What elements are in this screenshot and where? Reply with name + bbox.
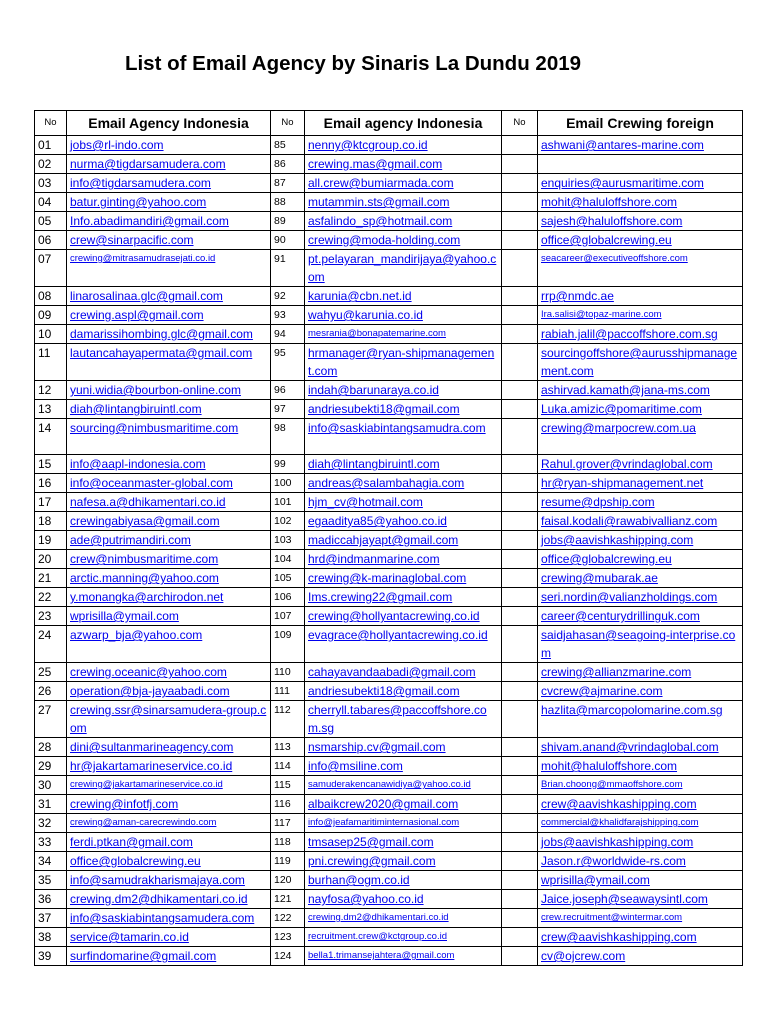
email-crewing-foreign-cell[interactable]: ashirvad.kamath@jana-ms.com — [538, 381, 743, 400]
row-number-2: 121 — [271, 890, 305, 909]
row-number-3 — [502, 588, 538, 607]
email-agency-indonesia-cell[interactable]: crewing@aman-carecrewindo.com — [67, 814, 271, 833]
email-agency-indonesia-cell[interactable]: jobs@rl-indo.com — [67, 136, 271, 155]
row-number-2: 85 — [271, 136, 305, 155]
table-row — [35, 947, 743, 966]
email-agency-indonesia-2-cell[interactable]: hrmanager@ryan-shipmanagement.com — [305, 344, 502, 381]
table-row — [35, 381, 743, 400]
table-row — [35, 493, 743, 512]
email-agency-indonesia-2-cell[interactable]: nsmarship.cv@gmail.com — [305, 738, 502, 757]
row-number-2: 91 — [271, 250, 305, 287]
email-agency-indonesia-cell[interactable]: linarosalinaa.glc@gmail.com — [67, 287, 271, 306]
email-agency-indonesia-2-cell[interactable]: Ims.crewing22@gmail.com — [305, 588, 502, 607]
email-agency-indonesia-cell[interactable]: sourcing@nimbusmaritime.com — [67, 419, 271, 455]
row-number-1: 13 — [35, 400, 67, 419]
table-row — [35, 212, 743, 231]
email-agency-indonesia-2-cell[interactable]: cherryll.tabares@paccoffshore.com.sg — [305, 701, 502, 738]
table-row — [35, 325, 743, 344]
row-number-2: 100 — [271, 474, 305, 493]
email-agency-indonesia-2-cell[interactable]: info@msiline.com — [305, 757, 502, 776]
email-agency-indonesia-2-cell[interactable]: crewing.mas@gmail.com — [305, 155, 502, 174]
email-agency-table — [34, 110, 743, 966]
row-number-3 — [502, 833, 538, 852]
row-number-1: 30 — [35, 776, 67, 795]
email-agency-indonesia-cell[interactable]: crewing.oceanic@yahoo.com — [67, 663, 271, 682]
row-number-2: 113 — [271, 738, 305, 757]
email-crewing-foreign-cell[interactable]: faisal.kodali@rawabivallianz.com — [538, 512, 743, 531]
email-agency-indonesia-cell[interactable]: yuni.widia@bourbon-online.com — [67, 381, 271, 400]
row-number-2: 101 — [271, 493, 305, 512]
table-row — [35, 795, 743, 814]
table-row — [35, 155, 743, 174]
email-agency-indonesia-2-cell[interactable]: albaikcrew2020@gmail.com — [305, 795, 502, 814]
email-agency-indonesia-cell[interactable]: diah@lintangbiruintl.com — [67, 400, 271, 419]
email-agency-indonesia-2-cell[interactable]: cahayavandaabadi@gmail.com — [305, 663, 502, 682]
table-row — [35, 682, 743, 701]
table-row — [35, 833, 743, 852]
row-number-3 — [502, 795, 538, 814]
row-number-3 — [502, 174, 538, 193]
email-agency-indonesia-cell[interactable]: office@globalcrewing.eu — [67, 852, 271, 871]
row-number-1: 22 — [35, 588, 67, 607]
header-no-1: No — [35, 111, 67, 136]
table-row — [35, 776, 743, 795]
row-number-3 — [502, 776, 538, 795]
row-number-2: 102 — [271, 512, 305, 531]
row-number-2: 116 — [271, 795, 305, 814]
row-number-3 — [502, 287, 538, 306]
row-number-1: 33 — [35, 833, 67, 852]
email-agency-indonesia-cell[interactable]: hr@jakartamarineservice.co.id — [67, 757, 271, 776]
email-crewing-foreign-cell[interactable]: office@globalcrewing.eu — [538, 550, 743, 569]
row-number-2: 106 — [271, 588, 305, 607]
table-row — [35, 344, 743, 381]
row-number-3 — [502, 212, 538, 231]
row-number-3 — [502, 947, 538, 966]
row-number-2: 119 — [271, 852, 305, 871]
email-agency-indonesia-cell[interactable]: info@aapl-indonesia.com — [67, 455, 271, 474]
email-agency-indonesia-2-cell[interactable]: hrd@indmanmarine.com — [305, 550, 502, 569]
row-number-2: 110 — [271, 663, 305, 682]
email-agency-indonesia-2-cell[interactable]: crewing@moda-holding.com — [305, 231, 502, 250]
row-number-1: 08 — [35, 287, 67, 306]
email-agency-indonesia-2-cell[interactable]: pni.crewing@gmail.com — [305, 852, 502, 871]
table-row — [35, 174, 743, 193]
table-row — [35, 455, 743, 474]
table-row — [35, 569, 743, 588]
email-agency-indonesia-cell[interactable]: crewing@infotfj.com — [67, 795, 271, 814]
row-number-1: 14 — [35, 419, 67, 455]
row-number-1: 26 — [35, 682, 67, 701]
email-agency-indonesia-cell[interactable]: crewing.dm2@dhikamentari.co.id — [67, 890, 271, 909]
row-number-3 — [502, 512, 538, 531]
table-row — [35, 928, 743, 947]
table-row — [35, 419, 743, 455]
email-agency-indonesia-cell[interactable]: crewing.aspl@gmail.com — [67, 306, 271, 325]
row-number-1: 25 — [35, 663, 67, 682]
row-number-1: 27 — [35, 701, 67, 738]
email-crewing-foreign-cell[interactable]: Luka.amizic@pomaritime.com — [538, 400, 743, 419]
row-number-3 — [502, 738, 538, 757]
row-number-2: 89 — [271, 212, 305, 231]
row-number-3 — [502, 136, 538, 155]
row-number-2: 97 — [271, 400, 305, 419]
email-agency-indonesia-cell[interactable]: y.monangka@archirodon.net — [67, 588, 271, 607]
row-number-2: 117 — [271, 814, 305, 833]
table-row — [35, 306, 743, 325]
email-agency-indonesia-2-cell[interactable]: burhan@ogm.co.id — [305, 871, 502, 890]
email-agency-indonesia-cell[interactable]: dini@sultanmarineagency.com — [67, 738, 271, 757]
email-agency-indonesia-2-cell[interactable]: recruitment.crew@kctgroup.co.id — [305, 928, 502, 947]
email-agency-indonesia-cell[interactable]: crewing@mitrasamudrasejati.co.id — [67, 250, 271, 287]
row-number-3 — [502, 814, 538, 833]
row-number-3 — [502, 381, 538, 400]
row-number-1: 15 — [35, 455, 67, 474]
row-number-3 — [502, 626, 538, 663]
email-agency-indonesia-cell[interactable]: info@tigdarsamudera.com — [67, 174, 271, 193]
row-number-3 — [502, 550, 538, 569]
email-crewing-foreign-cell[interactable]: commercial@khalidfarajshipping.com — [538, 814, 743, 833]
header-email-agency-indonesia-2: Email agency Indonesia — [305, 111, 502, 136]
row-number-3 — [502, 531, 538, 550]
row-number-3 — [502, 231, 538, 250]
table-row — [35, 626, 743, 663]
email-agency-indonesia-2-cell[interactable]: diah@lintangbiruintl.com — [305, 455, 502, 474]
email-agency-indonesia-2-cell[interactable]: nenny@ktcgroup.co.id — [305, 136, 502, 155]
row-number-1: 31 — [35, 795, 67, 814]
row-number-3 — [502, 701, 538, 738]
email-agency-indonesia-cell[interactable]: nafesa.a@dhikamentari.co.id — [67, 493, 271, 512]
email-agency-indonesia-cell[interactable]: damarissihombing.glc@gmail.com — [67, 325, 271, 344]
table-header-row — [35, 111, 743, 136]
email-agency-indonesia-2-cell[interactable]: wahyu@karunia.co.id — [305, 306, 502, 325]
row-number-1: 32 — [35, 814, 67, 833]
email-agency-indonesia-2-cell[interactable]: karunia@cbn.net.id — [305, 287, 502, 306]
email-agency-indonesia-cell[interactable]: info@saskiabintangsamudera.com — [67, 909, 271, 928]
email-agency-indonesia-2-cell[interactable]: crewing@k-marinaglobal.com — [305, 569, 502, 588]
document-title: List of Email Agency by Sinaris La Dundu 2019 — [124, 52, 582, 75]
row-number-1: 20 — [35, 550, 67, 569]
email-agency-indonesia-cell[interactable]: ade@putrimandiri.com — [67, 531, 271, 550]
row-number-2: 103 — [271, 531, 305, 550]
row-number-2: 93 — [271, 306, 305, 325]
table-row — [35, 701, 743, 738]
header-email-agency-indonesia: Email Agency Indonesia — [67, 111, 271, 136]
email-crewing-foreign-cell[interactable]: ashwani@antares-marine.com — [538, 136, 743, 155]
email-crewing-foreign-cell[interactable]: crewing@mubarak.ae — [538, 569, 743, 588]
row-number-3 — [502, 569, 538, 588]
row-number-1: 35 — [35, 871, 67, 890]
email-agency-indonesia-2-cell[interactable]: andriesubekti18@gmail.com — [305, 400, 502, 419]
row-number-1: 04 — [35, 193, 67, 212]
row-number-3 — [502, 474, 538, 493]
row-number-2: 98 — [271, 419, 305, 455]
email-agency-indonesia-2-cell[interactable]: crewing.dm2@dhikamentari.co.id — [305, 909, 502, 928]
table-row — [35, 550, 743, 569]
email-agency-indonesia-2-cell[interactable]: asfalindo_sp@hotmail.com — [305, 212, 502, 231]
email-agency-indonesia-cell[interactable]: crew@sinarpacific.com — [67, 231, 271, 250]
row-number-1: 36 — [35, 890, 67, 909]
row-number-3 — [502, 250, 538, 287]
row-number-2: 124 — [271, 947, 305, 966]
email-agency-indonesia-2-cell[interactable]: info@jeafamaritiminternasional.com — [305, 814, 502, 833]
email-agency-indonesia-2-cell[interactable]: egaaditya85@yahoo.co.id — [305, 512, 502, 531]
email-crewing-foreign-cell[interactable]: enquiries@aurusmaritime.com — [538, 174, 743, 193]
email-crewing-foreign-cell[interactable] — [538, 155, 743, 174]
row-number-1: 01 — [35, 136, 67, 155]
row-number-2: 99 — [271, 455, 305, 474]
row-number-3 — [502, 890, 538, 909]
email-agency-indonesia-2-cell[interactable]: bella1.trimansejahtera@gmail.com — [305, 947, 502, 966]
email-agency-indonesia-cell[interactable]: info@oceanmaster-global.com — [67, 474, 271, 493]
email-crewing-foreign-cell[interactable]: office@globalcrewing.eu — [538, 231, 743, 250]
table-row — [35, 890, 743, 909]
email-crewing-foreign-cell[interactable]: sourcingoffshore@aurusshipmanagement.com — [538, 344, 743, 381]
email-crewing-foreign-cell[interactable]: cvcrew@ajmarine.com — [538, 682, 743, 701]
email-agency-indonesia-2-cell[interactable]: andreas@salambahagia.com — [305, 474, 502, 493]
row-number-1: 28 — [35, 738, 67, 757]
row-number-2: 122 — [271, 909, 305, 928]
row-number-2: 90 — [271, 231, 305, 250]
email-crewing-foreign-cell[interactable]: mohit@haluloffshore.com — [538, 193, 743, 212]
email-agency-indonesia-2-cell[interactable]: all.crew@bumiarmada.com — [305, 174, 502, 193]
row-number-2: 96 — [271, 381, 305, 400]
email-agency-indonesia-cell[interactable]: crewing.ssr@sinarsamudera-group.com — [67, 701, 271, 738]
row-number-1: 34 — [35, 852, 67, 871]
row-number-3 — [502, 400, 538, 419]
row-number-2: 114 — [271, 757, 305, 776]
row-number-1: 39 — [35, 947, 67, 966]
email-crewing-foreign-cell[interactable]: Ira.salisi@topaz-marine.com — [538, 306, 743, 325]
table-row — [35, 909, 743, 928]
email-agency-indonesia-2-cell[interactable]: crewing@hollyantacrewing.co.id — [305, 607, 502, 626]
row-number-1: 11 — [35, 344, 67, 381]
row-number-2: 92 — [271, 287, 305, 306]
row-number-1: 16 — [35, 474, 67, 493]
email-crewing-foreign-cell[interactable]: career@centurydrillinguk.com — [538, 607, 743, 626]
email-crewing-foreign-cell[interactable]: sajesh@haluloffshore.com — [538, 212, 743, 231]
row-number-1: 02 — [35, 155, 67, 174]
email-crewing-foreign-cell[interactable]: hr@ryan-shipmanagement.net — [538, 474, 743, 493]
email-crewing-foreign-cell[interactable]: crewing@marpocrew.com.ua — [538, 419, 743, 455]
email-agency-indonesia-2-cell[interactable]: samuderakencanawidiya@yahoo.co.id — [305, 776, 502, 795]
row-number-2: 112 — [271, 701, 305, 738]
email-crewing-foreign-cell[interactable]: Rahul.grover@vrindaglobal.com — [538, 455, 743, 474]
row-number-3 — [502, 193, 538, 212]
row-number-2: 87 — [271, 174, 305, 193]
email-crewing-foreign-cell[interactable]: seacareer@executiveoffshore.com — [538, 250, 743, 287]
email-crewing-foreign-cell[interactable]: Brian.choong@mmaoffshore.com — [538, 776, 743, 795]
email-crewing-foreign-cell[interactable]: wprisilla@ymail.com — [538, 871, 743, 890]
email-crewing-foreign-cell[interactable]: cv@ojcrew.com — [538, 947, 743, 966]
email-crewing-foreign-cell[interactable]: shivam.anand@vrindaglobal.com — [538, 738, 743, 757]
email-crewing-foreign-cell[interactable]: crew.recruitment@wintermar.com — [538, 909, 743, 928]
email-crewing-foreign-cell[interactable]: resume@dpship.com — [538, 493, 743, 512]
email-crewing-foreign-cell[interactable]: Jaice.joseph@seawaysintl.com — [538, 890, 743, 909]
email-crewing-foreign-cell[interactable]: hazlita@marcopolomarine.com.sg — [538, 701, 743, 738]
email-agency-indonesia-cell[interactable]: info@samudrakharismajaya.com — [67, 871, 271, 890]
row-number-2: 123 — [271, 928, 305, 947]
row-number-3 — [502, 493, 538, 512]
row-number-1: 38 — [35, 928, 67, 947]
email-agency-indonesia-cell[interactable]: service@tamarin.co.id — [67, 928, 271, 947]
row-number-3 — [502, 852, 538, 871]
email-agency-indonesia-2-cell[interactable]: madiccahjayapt@gmail.com — [305, 531, 502, 550]
email-agency-indonesia-cell[interactable]: nurma@tigdarsamudera.com — [67, 155, 271, 174]
row-number-3 — [502, 325, 538, 344]
row-number-3 — [502, 306, 538, 325]
table-row — [35, 757, 743, 776]
table-row — [35, 231, 743, 250]
email-crewing-foreign-cell[interactable]: mohit@haluloffshore.com — [538, 757, 743, 776]
row-number-3 — [502, 607, 538, 626]
email-agency-indonesia-2-cell[interactable]: info@saskiabintangsamudra.com — [305, 419, 502, 455]
row-number-2: 115 — [271, 776, 305, 795]
row-number-2: 105 — [271, 569, 305, 588]
email-agency-indonesia-2-cell[interactable]: indah@barunaraya.co.id — [305, 381, 502, 400]
row-number-1: 23 — [35, 607, 67, 626]
table-row — [35, 588, 743, 607]
email-crewing-foreign-cell[interactable]: seri.nordin@valianzholdings.com — [538, 588, 743, 607]
email-agency-indonesia-2-cell[interactable]: mutammin.sts@gmail.com — [305, 193, 502, 212]
table-row — [35, 250, 743, 287]
row-number-2: 88 — [271, 193, 305, 212]
row-number-1: 21 — [35, 569, 67, 588]
row-number-3 — [502, 682, 538, 701]
table-row — [35, 871, 743, 890]
header-no-3: No — [502, 111, 538, 136]
table-row — [35, 193, 743, 212]
email-crewing-foreign-cell[interactable]: rrp@nmdc.ae — [538, 287, 743, 306]
row-number-2: 94 — [271, 325, 305, 344]
email-agency-indonesia-2-cell[interactable]: mesrania@bonapatemarine.com — [305, 325, 502, 344]
row-number-2: 107 — [271, 607, 305, 626]
email-crewing-foreign-cell[interactable]: Jason.r@worldwide-rs.com — [538, 852, 743, 871]
row-number-3 — [502, 909, 538, 928]
email-agency-indonesia-cell[interactable]: arctic.manning@yahoo.com — [67, 569, 271, 588]
row-number-3 — [502, 663, 538, 682]
email-agency-indonesia-cell[interactable]: lautancahayapermata@gmail.com — [67, 344, 271, 381]
email-agency-indonesia-cell[interactable]: surfindomarine@gmail.com — [67, 947, 271, 966]
email-agency-indonesia-2-cell[interactable]: nayfosa@yahoo.co.id — [305, 890, 502, 909]
table-row — [35, 852, 743, 871]
row-number-1: 12 — [35, 381, 67, 400]
row-number-3 — [502, 155, 538, 174]
email-agency-indonesia-cell[interactable]: batur.ginting@yahoo.com — [67, 193, 271, 212]
row-number-3 — [502, 419, 538, 455]
row-number-2: 111 — [271, 682, 305, 701]
row-number-2: 104 — [271, 550, 305, 569]
row-number-1: 17 — [35, 493, 67, 512]
row-number-2: 109 — [271, 626, 305, 663]
email-agency-indonesia-cell[interactable]: wprisilla@ymail.com — [67, 607, 271, 626]
email-crewing-foreign-cell[interactable]: crew@aavishkashipping.com — [538, 795, 743, 814]
row-number-1: 29 — [35, 757, 67, 776]
row-number-1: 05 — [35, 212, 67, 231]
header-email-crewing-foreign: Email Crewing foreign — [538, 111, 743, 136]
email-agency-indonesia-cell[interactable]: azwarp_bja@yahoo.com — [67, 626, 271, 663]
row-number-2: 95 — [271, 344, 305, 381]
email-agency-indonesia-cell[interactable]: operation@bja-jayaabadi.com — [67, 682, 271, 701]
email-agency-indonesia-2-cell[interactable]: andriesubekti18@gmail.com — [305, 682, 502, 701]
table-row — [35, 738, 743, 757]
row-number-1: 07 — [35, 250, 67, 287]
email-crewing-foreign-cell[interactable]: crew@aavishkashipping.com — [538, 928, 743, 947]
row-number-1: 09 — [35, 306, 67, 325]
table-row — [35, 663, 743, 682]
email-crewing-foreign-cell[interactable]: crewing@allianzmarine.com — [538, 663, 743, 682]
row-number-3 — [502, 344, 538, 381]
email-agency-indonesia-2-cell[interactable]: hjm_cv@hotmail.com — [305, 493, 502, 512]
table-row — [35, 136, 743, 155]
email-crewing-foreign-cell[interactable]: rabiah.jalil@paccoffshore.com.sg — [538, 325, 743, 344]
email-agency-indonesia-cell[interactable]: crewingabiyasa@gmail.com — [67, 512, 271, 531]
row-number-1: 10 — [35, 325, 67, 344]
row-number-1: 18 — [35, 512, 67, 531]
row-number-1: 03 — [35, 174, 67, 193]
row-number-3 — [502, 455, 538, 474]
row-number-1: 37 — [35, 909, 67, 928]
header-no-2: No — [271, 111, 305, 136]
row-number-1: 06 — [35, 231, 67, 250]
email-agency-indonesia-2-cell[interactable]: evagrace@hollyantacrewing.co.id — [305, 626, 502, 663]
email-agency-indonesia-cell[interactable]: crew@nimbusmaritime.com — [67, 550, 271, 569]
email-crewing-foreign-cell[interactable]: saidjahasan@seagoing-interprise.com — [538, 626, 743, 663]
email-agency-indonesia-cell[interactable]: ferdi.ptkan@gmail.com — [67, 833, 271, 852]
row-number-2: 86 — [271, 155, 305, 174]
table-row — [35, 607, 743, 626]
table-row — [35, 512, 743, 531]
email-agency-indonesia-2-cell[interactable]: pt.pelayaran_mandirijaya@yahoo.com — [305, 250, 502, 287]
table-row — [35, 814, 743, 833]
email-crewing-foreign-cell[interactable]: jobs@aavishkashipping.com — [538, 531, 743, 550]
row-number-1: 19 — [35, 531, 67, 550]
row-number-2: 118 — [271, 833, 305, 852]
table-row — [35, 400, 743, 419]
email-crewing-foreign-cell[interactable]: jobs@aavishkashipping.com — [538, 833, 743, 852]
table-row — [35, 287, 743, 306]
row-number-3 — [502, 871, 538, 890]
row-number-1: 24 — [35, 626, 67, 663]
table-row — [35, 474, 743, 493]
row-number-3 — [502, 757, 538, 776]
table-body — [35, 136, 743, 966]
email-agency-indonesia-cell[interactable]: crewing@jakartamarineservice.co.id — [67, 776, 271, 795]
row-number-3 — [502, 928, 538, 947]
row-number-2: 120 — [271, 871, 305, 890]
table-row — [35, 531, 743, 550]
email-agency-indonesia-2-cell[interactable]: tmsasep25@gmail.com — [305, 833, 502, 852]
email-agency-indonesia-cell[interactable]: Info.abadimandiri@gmail.com — [67, 212, 271, 231]
